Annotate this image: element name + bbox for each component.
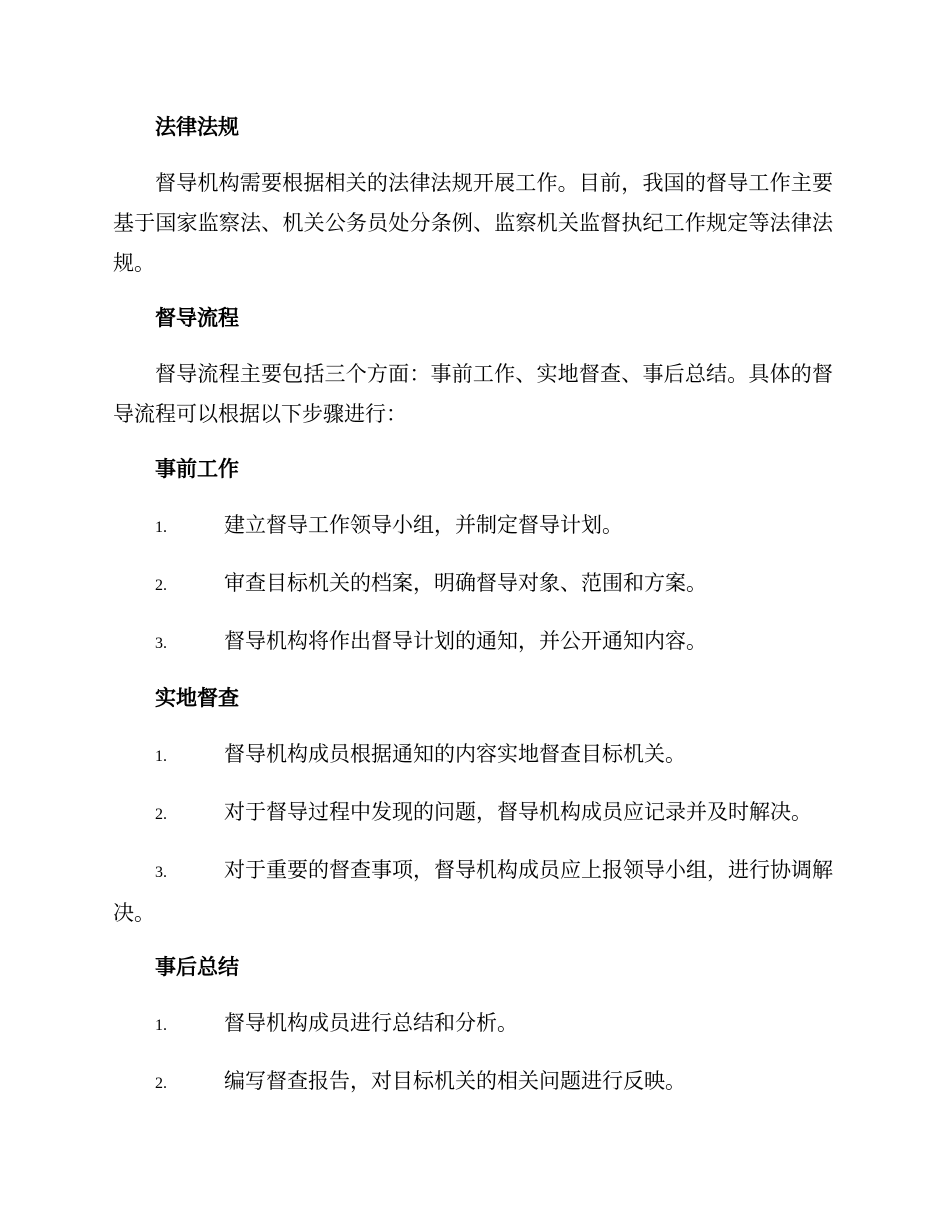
- list-item: [113, 563, 833, 606]
- list-item-number: 2.: [155, 806, 167, 823]
- section-heading-process: 督导流程: [155, 306, 239, 330]
- section-heading-summary: 事后总结: [155, 955, 239, 979]
- document-body: [113, 108, 833, 1119]
- list-item-text: 审查目标机关的档案，明确督导对象、范围和方案。: [224, 571, 707, 595]
- list-item: [113, 621, 833, 664]
- list-item: [113, 792, 833, 835]
- list-item-number: 3.: [155, 864, 167, 881]
- list-item-number: 1.: [155, 519, 167, 536]
- list-item: [113, 1003, 833, 1046]
- list-item-number: 1.: [155, 1017, 167, 1034]
- list-item-number: 2.: [155, 577, 167, 594]
- list-item-text: 督导机构将作出督导计划的通知，并公开通知内容。: [224, 629, 707, 653]
- list-item-text: 督导机构成员进行总结和分析。: [224, 1011, 518, 1035]
- section-heading-preparation: 事前工作: [155, 457, 239, 481]
- list-item-text: 对于重要的督查事项，督导机构成员应上报领导小组，进行协调解决。: [113, 858, 833, 925]
- list-item-text: 建立督导工作领导小组，并制定督导计划。: [224, 513, 623, 537]
- section-heading-inspection: 实地督查: [155, 686, 239, 710]
- list-item: [113, 850, 833, 933]
- list-item-text: 对于督导过程中发现的问题，督导机构成员应记录并及时解决。: [224, 800, 812, 824]
- list-item-number: 3.: [155, 635, 167, 652]
- section-heading-laws: 法律法规: [155, 115, 239, 139]
- list-item: [113, 505, 833, 548]
- list-item-text: 督导机构成员根据通知的内容实地督查目标机关。: [224, 742, 686, 766]
- list-item-number: 2.: [155, 1075, 167, 1092]
- list-item-number: 1.: [155, 748, 167, 765]
- list-item: [113, 1061, 833, 1104]
- list-item-text: 编写督查报告，对目标机关的相关问题进行反映。: [224, 1069, 686, 1093]
- list-item: [113, 734, 833, 777]
- section-paragraph-process: 督导流程主要包括三个方面：事前工作、实地督查、事后总结。具体的督导流程可以根据以下步骤进行：: [113, 362, 833, 426]
- section-paragraph-laws: 督导机构需要根据相关的法律法规开展工作。目前，我国的督导工作主要基于国家监察法、机关公务员处分条例、监察机关监督执纪工作规定等法律法规。: [113, 171, 833, 275]
